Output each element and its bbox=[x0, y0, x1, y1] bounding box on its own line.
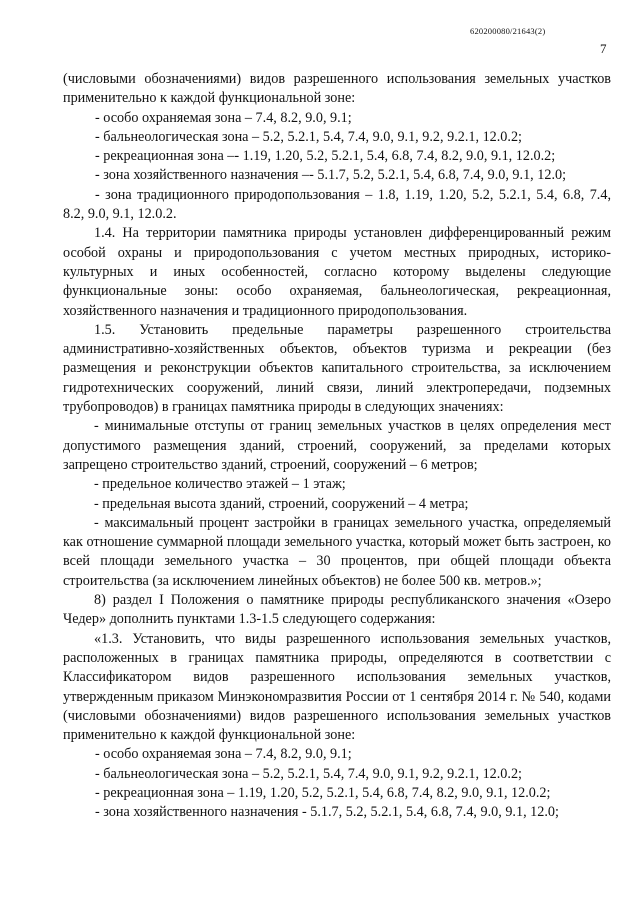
list-item: - рекреационная зона – 1.19, 1.20, 5.2, 5.2.1, 5.4, 6.8, 7.4, 8.2, 9.0, 9.1, 12.0.2; bbox=[95, 784, 551, 801]
document-id: 620200080/21643(2) bbox=[470, 26, 546, 36]
list-item: - предельная высота зданий, строений, сооружений – 4 метра; bbox=[94, 495, 469, 512]
paragraph: 1.5. Установить предельные параметры разрешенного строительства административно-хозяйственных объектов, объектов туризма и рекреации (без размещения и реконструкции объектов капитального строительства, за исключением гидротехнических сооружений, линий связи, линий электропередачи, подземных трубопроводов) в границах памятника природы в следующих значениях: bbox=[63, 321, 611, 416]
list-item: - особо охраняемая зона – 7.4, 8.2, 9.0, 9.1; bbox=[95, 746, 352, 763]
list-item: - зона хозяйственного назначения –- 5.1.7, 5.2, 5.2.1, 5.4, 6.8, 7.4, 9.0, 9.1, 12.0; bbox=[95, 167, 567, 184]
list-item: - зона традиционного природопользования – 1.8, 1.19, 1.20, 5.2, 5.2.1, 5.4, 6.8, 7.4, 8.2, 9.0, 9.1, 12.0.2. bbox=[63, 186, 611, 223]
list-item: - предельное количество этажей – 1 этаж; bbox=[94, 476, 346, 493]
paragraph: 8) раздел I Положения о памятнике природы республиканского значения «Озеро Чедер» дополнить пунктами 1.3-1.5 следующего содержания: bbox=[63, 592, 611, 628]
paragraph: (числовыми обозначениями) видов разрешенного использования земельных участков применительно к каждой функциональной зоне: bbox=[63, 71, 611, 107]
list-item: - бальнеологическая зона – 5.2, 5.2.1, 5.4, 7.4, 9.0, 9.1, 9.2, 9.2.1, 12.0.2; bbox=[95, 765, 522, 782]
list-item: - рекреационная зона –- 1.19, 1.20, 5.2, 5.2.1, 5.4, 6.8, 7.4, 8.2, 9.0, 9.1, 12.0.2; bbox=[95, 148, 556, 165]
list-item: - максимальный процент застройки в границах земельного участка, определяемый как отношение суммарной площади земельного участка, который может быть застроен, ко всей площади земельного участка – 30 процентов, при общей площади объекта строительства (за исключением линейных объектов) не более 500 кв. метров.»; bbox=[63, 514, 611, 589]
paragraph: 1.4. На территории памятника природы установлен дифференцированный режим особой охраны и природопользования с учетом местных природных, историко-культурных и иных особенностей, согласно которому выделены следующие функциональные зоны: особо охраняемая, бальнеологическая, рекреационная, хозяйственного назначения и традиционного природопользования. bbox=[63, 225, 611, 319]
list-item: - зона хозяйственного назначения - 5.1.7, 5.2, 5.2.1, 5.4, 6.8, 7.4, 9.0, 9.1, 12.0; bbox=[95, 804, 559, 821]
paragraph: «1.3. Установить, что виды разрешенного использования земельных участков, расположенных в границах памятника природы, определяются в соответствии с Классификатором видов разрешенного использования земельных участков, утвержденным приказом Минэкономразвития России от 1 сентября 2014 г. № 540, кодами (числовыми обозначениями) видов разрешенного использования земельных участков применительно к каждой функциональной зоне: bbox=[63, 630, 611, 744]
page-number: 7 bbox=[600, 41, 607, 56]
list-item: - минимальные отступы от границ земельных участков в целях определения мест допустимого размещения зданий, строений, сооружений, за пределами которых запрещено строительство зданий, строений, сооружений – 6 метров; bbox=[63, 418, 611, 473]
list-item: - особо охраняемая зона – 7.4, 8.2, 9.0, 9.1; bbox=[95, 109, 352, 126]
document-body bbox=[63, 70, 611, 823]
list-item: - бальнеологическая зона – 5.2, 5.2.1, 5.4, 7.4, 9.0, 9.1, 9.2, 9.2.1, 12.0.2; bbox=[95, 128, 522, 145]
